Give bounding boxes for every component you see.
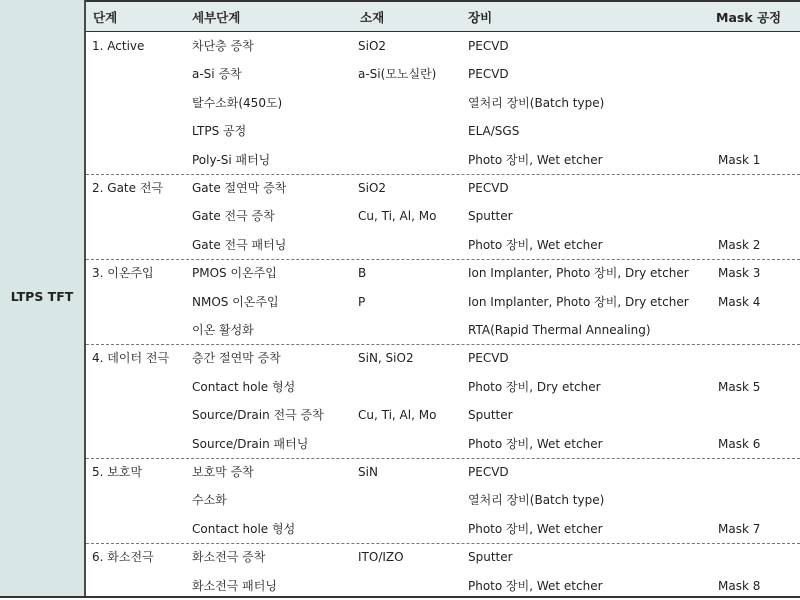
- substep-cell: Source/Drain 패터닝: [192, 436, 309, 451]
- substep-cell: Contact hole 형성: [192, 521, 296, 536]
- substep-cell: Poly-Si 패터닝: [192, 152, 271, 167]
- stage-label: 6. 화소전극: [92, 550, 154, 565]
- mask-cell: Mask 1: [718, 152, 761, 167]
- equipment-cell: Photo 장비, Wet etcher: [468, 436, 603, 451]
- group-separator: [86, 458, 800, 459]
- material-cell: a-Si(모노실란): [358, 67, 437, 82]
- substep-cell: 화소전극 패터닝: [192, 578, 277, 593]
- substep-cell: LTPS 공정: [192, 124, 247, 139]
- mask-cell: Mask 8: [718, 578, 761, 593]
- header-equipment: 장비: [468, 10, 493, 25]
- substep-cell: 화소전극 증착: [192, 550, 266, 565]
- equipment-cell: PECVD: [468, 181, 509, 195]
- equipment-cell: Ion Implanter, Photo 장비, Dry etcher: [468, 294, 689, 309]
- equipment-cell: Photo 장비, Wet etcher: [468, 521, 603, 536]
- equipment-cell: ELA/SGS: [468, 124, 520, 139]
- material-cell: Cu, Ti, Al, Mo: [358, 408, 437, 423]
- equipment-cell: Photo 장비, Dry etcher: [468, 379, 601, 394]
- stage-label: 4. 데이터 전극: [92, 351, 170, 366]
- group-separator: [86, 259, 800, 260]
- equipment-cell: Photo 장비, Wet etcher: [468, 152, 603, 167]
- substep-cell: 수소화: [192, 493, 227, 508]
- substep-cell: 층간 절연막 증착: [192, 351, 281, 366]
- substep-cell: PMOS 이온주입: [192, 266, 277, 281]
- header-rule: [86, 31, 800, 32]
- equipment-cell: Photo 장비, Wet etcher: [468, 578, 603, 593]
- material-cell: SiO2: [358, 39, 387, 53]
- material-cell: B: [358, 266, 367, 281]
- mask-cell: Mask 3: [718, 266, 761, 281]
- substep-cell: Contact hole 형성: [192, 379, 296, 394]
- equipment-cell: 열처리 장비(Batch type): [468, 95, 605, 110]
- group-separator: [86, 174, 800, 175]
- table-bottom-rule: [0, 596, 800, 598]
- substep-cell: Gate 전극 패터닝: [192, 237, 287, 252]
- material-cell: SiO2: [358, 181, 387, 195]
- equipment-cell: PECVD: [468, 351, 509, 366]
- mask-cell: Mask 7: [718, 521, 761, 536]
- stage-label: 5. 보호막: [92, 465, 143, 479]
- group-separator: [86, 543, 800, 544]
- header-mask: Mask 공정: [716, 10, 782, 25]
- substep-cell: Gate 절연막 증착: [192, 181, 287, 195]
- row-header-column: [0, 0, 86, 598]
- equipment-cell: PECVD: [468, 67, 509, 82]
- mask-cell: Mask 5: [718, 379, 761, 394]
- equipment-cell: RTA(Rapid Thermal Annealing): [468, 323, 651, 337]
- mask-cell: Mask 4: [718, 294, 761, 309]
- equipment-cell: PECVD: [468, 465, 509, 479]
- substep-cell: Gate 전극 증착: [192, 209, 275, 224]
- substep-cell: 이온 활성화: [192, 323, 254, 337]
- substep-cell: 탈수소화(450도): [192, 95, 283, 110]
- material-cell: SiN: [358, 465, 378, 479]
- substep-cell: Source/Drain 전극 증착: [192, 408, 324, 423]
- header-material: 소재: [360, 10, 385, 25]
- row-header-label: LTPS TFT: [10, 289, 74, 304]
- mask-cell: Mask 6: [718, 436, 761, 451]
- material-cell: P: [358, 294, 366, 309]
- substep-cell: NMOS 이온주입: [192, 294, 279, 309]
- substep-cell: 보호막 증착: [192, 465, 254, 479]
- equipment-cell: Sputter: [468, 550, 513, 565]
- group-separator: [86, 344, 800, 345]
- header-substep: 세부단계: [192, 10, 241, 25]
- equipment-cell: Sputter: [468, 408, 513, 423]
- equipment-cell: 열처리 장비(Batch type): [468, 493, 605, 508]
- stage-label: 3. 이온주입: [92, 266, 154, 281]
- equipment-cell: PECVD: [468, 39, 509, 53]
- equipment-cell: Sputter: [468, 209, 513, 224]
- substep-cell: 차단층 증착: [192, 39, 254, 53]
- stage-label: 2. Gate 전극: [92, 181, 164, 195]
- equipment-cell: Photo 장비, Wet etcher: [468, 237, 603, 252]
- material-cell: SiN, SiO2: [358, 351, 414, 366]
- equipment-cell: Ion Implanter, Photo 장비, Dry etcher: [468, 266, 689, 281]
- material-cell: ITO/IZO: [358, 550, 404, 565]
- header-stage: 단계: [93, 10, 118, 25]
- substep-cell: a-Si 증착: [192, 67, 242, 82]
- material-cell: Cu, Ti, Al, Mo: [358, 209, 437, 224]
- mask-cell: Mask 2: [718, 237, 761, 252]
- stage-label: 1. Active: [92, 39, 145, 53]
